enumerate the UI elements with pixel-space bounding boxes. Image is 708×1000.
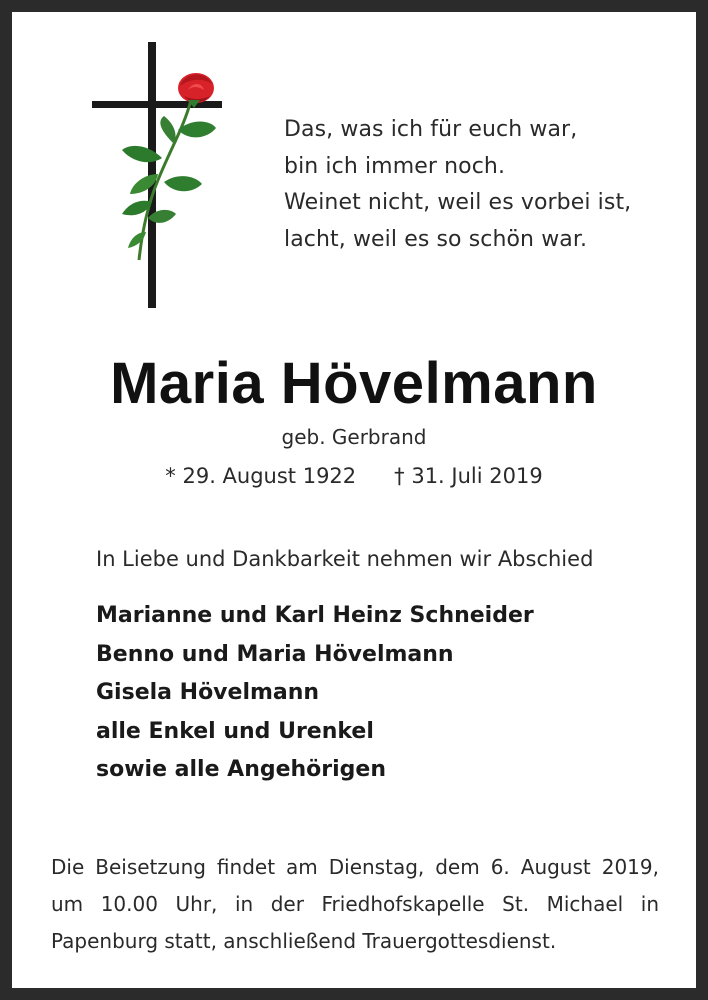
poem	[284, 112, 684, 258]
funeral-info	[51, 849, 659, 960]
cross-with-rose-icon	[92, 42, 232, 308]
mourners-list	[96, 597, 686, 790]
poem-line: bin ich immer noch.	[284, 153, 506, 179]
mourner: sowie alle Angehörigen	[96, 757, 387, 782]
birth-date: * 29. August 1922	[165, 464, 357, 488]
poem-line: lacht, weil es so schön war.	[284, 226, 588, 252]
funeral-line: um 10.00 Uhr, in der Friedhofskapelle St. Michael in	[51, 892, 659, 916]
funeral-line: Papenburg statt, anschließend Trauergottesdienst.	[51, 929, 557, 953]
funeral-line: Die Beisetzung findet am Dienstag, dem 6. August 2019,	[51, 855, 659, 879]
life-dates	[12, 464, 696, 488]
mourner: Gisela Hövelmann	[96, 680, 320, 705]
farewell-text: In Liebe und Dankbarkeit nehmen wir Abschied	[96, 547, 594, 571]
deceased-name: Maria Hövelmann	[110, 351, 598, 416]
mourner: Benno und Maria Hövelmann	[96, 641, 454, 667]
mourner: Marianne und Karl Heinz Schneider	[96, 603, 534, 628]
mourner: alle Enkel und Urenkel	[96, 718, 374, 744]
birth-name: geb. Gerbrand	[281, 425, 427, 449]
obituary-notice	[12, 12, 696, 988]
poem-line: Das, was ich für euch war,	[284, 117, 578, 142]
poem-line: Weinet nicht, weil es vorbei ist,	[284, 190, 632, 215]
death-date: † 31. Juli 2019	[394, 464, 543, 488]
